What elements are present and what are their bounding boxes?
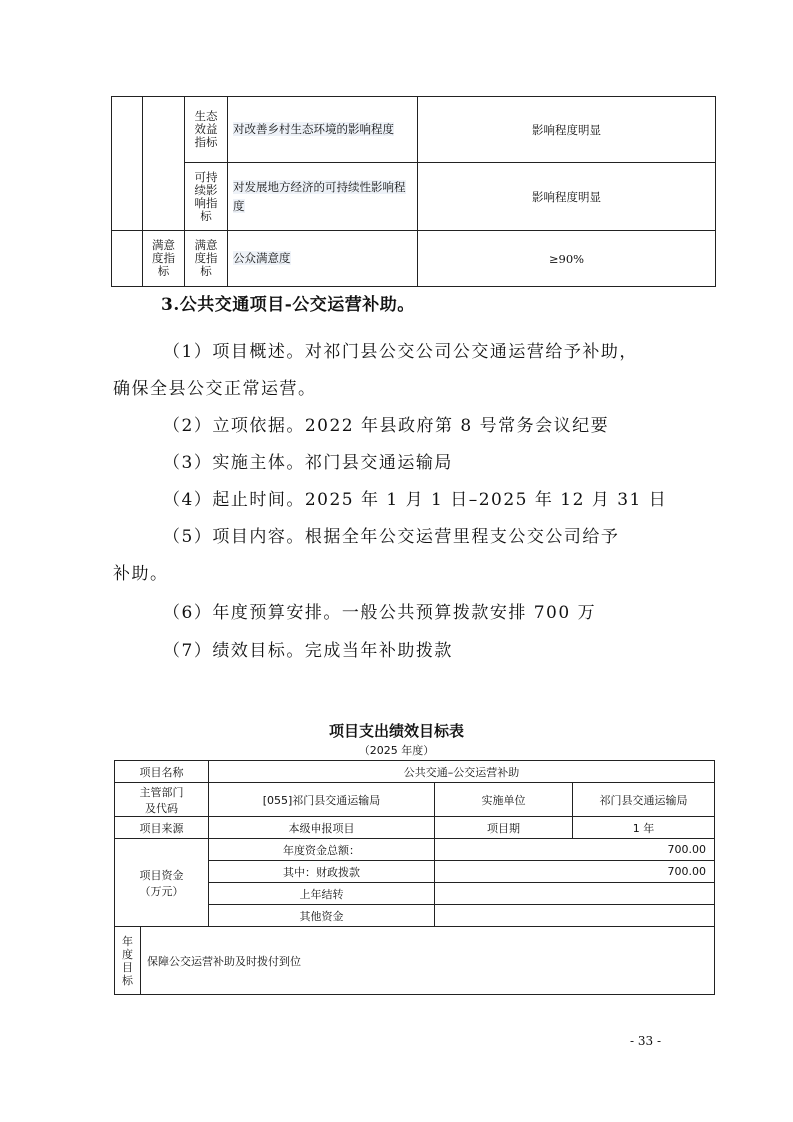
- paragraph-basis: （2）立项依据。2022 年县政府第 8 号常务会议纪要: [163, 416, 610, 436]
- funds-carry-label: 上年结转: [209, 883, 435, 905]
- table-row: [115, 927, 715, 995]
- level2-cell: [143, 97, 185, 231]
- period-label: 项目期: [435, 817, 573, 839]
- table-row: [115, 783, 715, 817]
- indicator-value: ≥90%: [418, 231, 716, 287]
- paragraph-subject: （3）实施主体。祁门县交通运输局: [163, 453, 453, 473]
- funds-total-label: 年度资金总额：: [209, 839, 435, 861]
- paragraph-goal: （7）绩效目标。完成当年补助拨款: [163, 641, 453, 661]
- impl-value: 祁门县交通运输局: [573, 783, 715, 817]
- table-title: 项目支出绩效目标表: [328, 722, 464, 740]
- table-row: [115, 817, 715, 839]
- indicator-name: 对改善乡村生态环境的影响程度: [228, 97, 418, 163]
- funds-fiscal-label: 其中：财政拨款: [209, 861, 435, 883]
- page-number: - 33 -: [630, 1034, 662, 1048]
- paragraph-content: （5）项目内容。根据全年公交运营里程支公交公司给予: [163, 527, 620, 547]
- table-row: [115, 761, 715, 783]
- funds-other-label: 其他资金: [209, 905, 435, 927]
- funds-label: 项目资金 （万元）: [115, 839, 209, 927]
- section-title: 3.公共交通项目-公交运营补助。: [161, 295, 415, 315]
- period-value: 1 年: [573, 817, 715, 839]
- source-label: 项目来源: [115, 817, 209, 839]
- indicator-category: 满意度指标: [185, 231, 228, 287]
- indicator-value: 影响程度明显: [418, 97, 716, 163]
- paragraph-period: （4）起止时间。2025 年 1 月 1 日–2025 年 12 月 31 日: [163, 490, 668, 510]
- indicator-category: 可持续影响指标: [185, 163, 228, 231]
- project-name-label: 项目名称: [115, 761, 209, 783]
- project-name-value: 公共交通–公交运营补助: [209, 761, 715, 783]
- table-row: [112, 231, 716, 287]
- funds-carry-value: [435, 883, 715, 905]
- indicator-category: 生态效益指标: [185, 97, 228, 163]
- paragraph-budget: （6）年度预算安排。一般公共预算拨款安排 700 万: [163, 603, 597, 623]
- table-row: [112, 163, 716, 231]
- level1-cell: [112, 231, 143, 287]
- paragraph-overview: （1）项目概述。对祁门县公交公司公交通运营给予补助，: [163, 342, 638, 362]
- table-row: [115, 839, 715, 861]
- funds-fiscal-value: 700.00: [435, 861, 715, 883]
- funds-total-value: 700.00: [435, 839, 715, 861]
- impl-label: 实施单位: [435, 783, 573, 817]
- indicator-level2: 满意度指标: [143, 231, 185, 287]
- paragraph-content-cont: 补助。: [113, 564, 169, 584]
- annual-goal-label: 年度目标: [115, 927, 141, 995]
- paragraph-overview-cont: 确保全县公交正常运营。: [113, 379, 317, 399]
- dept-value: [055]祁门县交通运输局: [209, 783, 435, 817]
- annual-goal-value: 保障公交运营补助及时拨付到位: [141, 927, 715, 995]
- dept-label: 主管部门 及代码: [115, 783, 209, 817]
- table-row: [112, 97, 716, 163]
- level1-cell: [112, 97, 143, 231]
- funds-other-value: [435, 905, 715, 927]
- source-value: 本级申报项目: [209, 817, 435, 839]
- indicator-value: 影响程度明显: [418, 163, 716, 231]
- performance-table: [114, 760, 715, 995]
- table-year: （2025 年度）: [358, 744, 435, 757]
- indicator-name: 对发展地方经济的可持续性影响程度: [228, 163, 418, 231]
- indicator-table: [111, 96, 716, 287]
- indicator-name: 公众满意度: [228, 231, 418, 287]
